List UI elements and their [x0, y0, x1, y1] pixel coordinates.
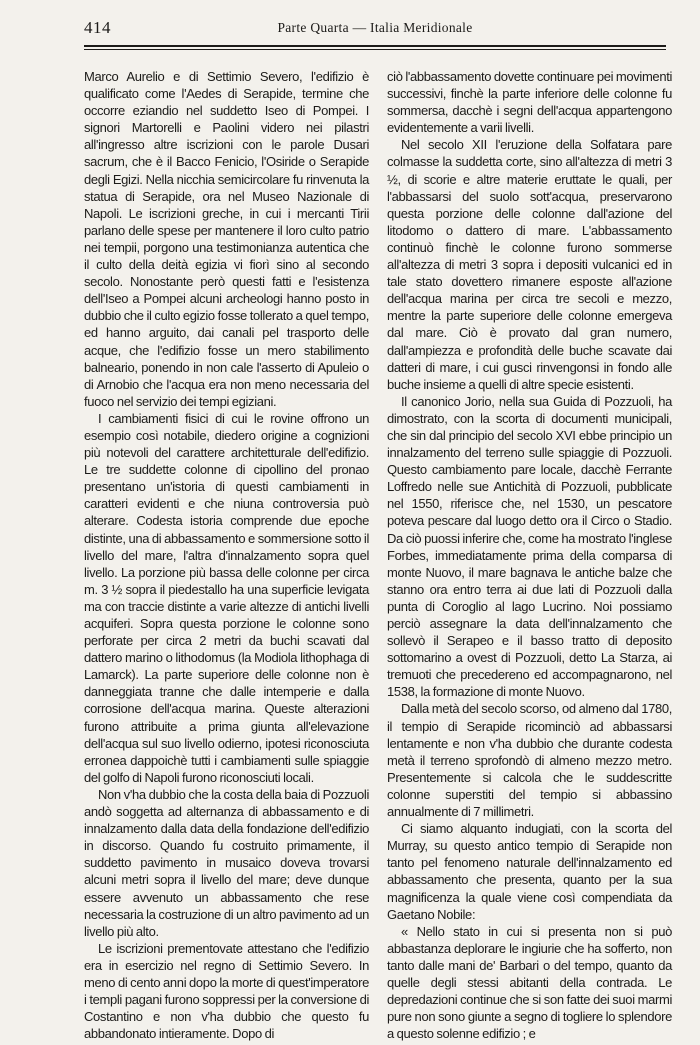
right-column	[387, 68, 672, 1042]
header-rule-thick	[84, 45, 666, 47]
paragraph: « Nello stato in cui si presenta non si può abbastanza deplorare le ingiurie che ha sofferto, non tanto dalle mani de' Barbari o del tempo, quanto da quelle degli stessi abitanti della contrada. Le depredazioni continue che si son fatte dei suoi marmi pure non sono giunte a segno di togliere lo splendore a questo solenne edifizio ; e	[387, 923, 672, 1042]
paragraph: Non v'ha dubbio che la costa della baia di Pozzuoli andò soggetta ad alternanza di abbassamento e di innalzamento dalla data della fondazione dell'edifizio in discorso. Quando fu costruito primamente, il suddetto pavimento in musaico doveva trovarsi alcuni metri sopra il livello del mare; deve dunque essere avvenuto un abbassamento che rese necessaria la costruzione di un altro pavimento ad un livello più alto.	[84, 786, 369, 939]
running-title: Parte Quarta — Italia Meridionale	[277, 20, 473, 35]
paragraph: Marco Aurelio e di Settimio Severo, l'edifizio è qualificato come l'Aedes di Serapide, termine che occorre eziandio nel suddetto Iseo di Pompei. I signori Martorelli e Paolini videro nei pilastri all'ingresso altre iscrizioni con le parole Dusari sacrum, che è il Bacco Fenicio, l'Osiride o Serapide degli Egizi. Nella nicchia semicircolare fu rinvenuta la statua di Serapide, ora nel Museo Nazionale di Napoli. Le iscrizioni greche, in cui i mercanti Tirii parlano delle spese per mantenere il loro culto patrio nei tempii, porgono una testimonianza autentica che il culto della deità egizia vi fiorì sino al secondo secolo. Nonostante però questi fatti e l'esistenza dell'Iseo a Pompei alcuni archeologi hanno posto in dubbio che il culto egizio fosse tollerato a quel tempo, ed hanno arguito, dai canali pel trasporto delle acque, che l'edifizio fosse un mero stabilimento balneario, ponendo in non cale l'asserto di Apuleio o di Arnobio che l'acqua era non meno necessaria del fuoco nel servizio dei tempi egiziani.	[84, 69, 369, 409]
header-rule-thin	[84, 49, 666, 50]
left-column	[84, 68, 369, 1042]
paragraph: ciò l'abbassamento dovette continuare pei movimenti successivi, finchè la parte inferiore delle colonne fu sommersa, dacchè i segni dell'acqua appartengono evidentemente a varii livelli.	[387, 69, 672, 136]
paragraph: I cambiamenti fisici di cui le rovine offrono un esempio così notabile, diedero origine a cognizioni più notevoli del carattere architetturale dell'edifizio. Le tre suddette colonne di cipollino del pronao presentano un'istoria di questi cambiamenti in caratteri evidenti e che niuna controversia può alterare. Codesta istoria comprende due epoche distinte, una di abbassamento e sommersione sotto il livello del mare, l'altra d'innalzamento sopra quel livello. La porzione più bassa delle colonne per circa m. 3 ½ sopra il piedestallo ha una superficie levigata ma con traccie distinte a varie altezze di antichi livelli acquiferi. Sopra questa porzione le colonne sono perforate per circa 2 metri da buchi scavati dal dattero marino o lithodomus (la Modiola lithophaga di Lamarck). La parte superiore delle colonne non è danneggiata tranne che dalle intemperie e dalla corrosione dell'acqua marina. Queste alterazioni furono attribuite a prima giunta all'elevazione dell'acqua sul suo livello odierno, ipotesi riconosciuta erronea dappoichè tutti i cambiamenti sulle spiaggie del golfo di Napoli furono riconosciuti locali.	[84, 410, 369, 785]
paragraph: Ci siamo alquanto indugiati, con la scorta del Murray, su questo antico tempio di Serapide non tanto pel fenomeno naturale dell'innalzamento ed abbassamento che presenta, quanto per la sua magnificenza la quale viene così compendiata da Gaetano Nobile:	[387, 821, 672, 922]
page-number: 414	[84, 18, 111, 37]
paragraph: Nel secolo XII l'eruzione della Solfatara pare colmasse la suddetta corte, sino all'altezza di metri 3 ½, di scorie e altre materie eruttate le quali, per l'abbassarsi del suolo sott'acqua, preservarono questa porzione delle colonne dall'azione del litodomo o dattero di mare. L'abbassamento continuò finchè le colonne furono sommerse all'altezza di metri 3 sopra i depositi vulcanici ed in tale stato dovettero rimanere esposte all'azione dell'acqua marina per circa tre secoli e mezzo, mentre la parte superiore delle colonne emergeva dal mare. Ciò è provato dal gran numero, dall'ampiezza e profondità delle buche scavate dai datteri di mare, i cui gusci rinvengonsi in fondo alle buche insieme a quelli di altre specie esistenti.	[387, 137, 672, 392]
paragraph: Le iscrizioni prementovate attestano che l'edifizio era in esercizio nel regno di Settimio Severo. In meno di cento anni dopo la morte di quest'imperatore i templi pagani furono soppressi per la conversione di Costantino e non v'ha dubbio che questo fu abbandonato intieramente. Dopo di	[84, 940, 369, 1042]
paragraph: Il canonico Jorio, nella sua Guida di Pozzuoli, ha dimostrato, con la scorta di documenti municipali, che sin dal principio del secolo XVI ebbe principio un innalzamento del terreno sulle spiaggie di Pozzuoli. Questo cambiamento pare locale, dacchè Ferrante Loffredo nelle sue Antichità di Pozzuoli, pubblicate nel 1550, riferisce che, nel 1530, un pescatore poteva pescare dal luogo detto ora il Circo o Stadio. Da ciò puossi inferire che, come ha mostrato l'inglese Forbes, immediatamente prima della comparsa di monte Nuovo, il mare bagnava le antiche balze che stanno ora entro terra ai due lati di Pozzuoli dalla punta di Coroglio al lago Lucrino. Noi possiamo perciò assegnare la data dell'innalzamento che sollevò il Serapeo e il basso tratto di deposito sottomarino a ovest di Pozzuoli, detto La Starza, ai tremuoti che precedereno ed accompagnarono, nel 1538, la formazione di monte Nuovo.	[387, 393, 672, 700]
paragraph: Dalla metà del secolo scorso, od almeno dal 1780, il tempio di Serapide ricominciò ad abbassarsi lentamente e non v'ha dubbio che durante codesta metà il terreno sprofondò di almeno mezzo metro. Presentemente si calcola che le suddescritte colonne superstiti del tempio si abbassino annualmente di 7 millimetri.	[387, 701, 672, 820]
page-header	[84, 18, 666, 40]
